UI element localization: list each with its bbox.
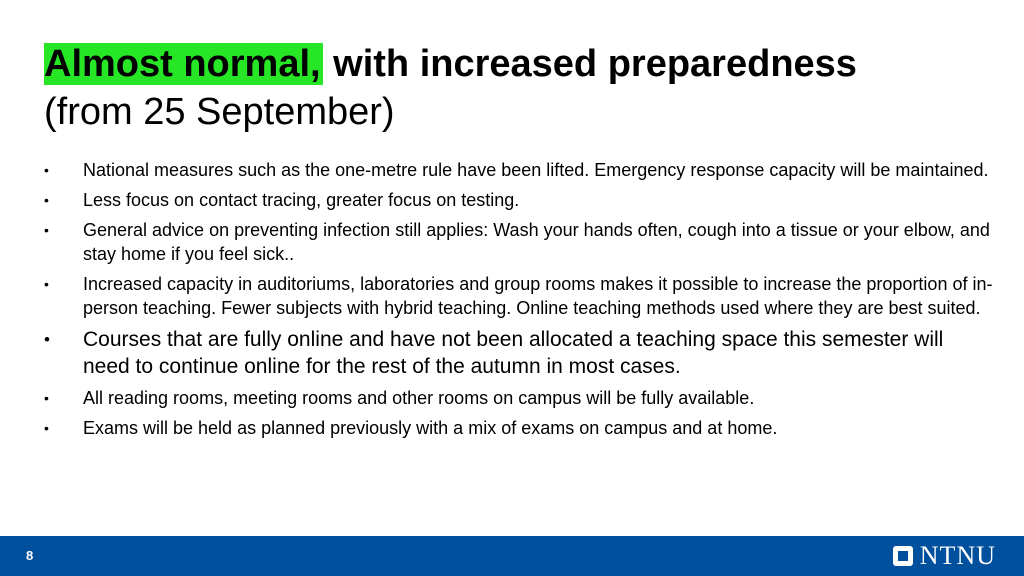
title-subtitle: (from 25 September) [44, 91, 395, 133]
bullet-marker: • [44, 222, 49, 238]
logo-text: NTNU [919, 541, 996, 570]
title-rest: with increased preparedness [322, 43, 857, 85]
slide-title [44, 40, 1004, 136]
bullet-item [44, 218, 994, 266]
ntnu-logo [892, 543, 996, 569]
bullet-text: Exams will be held as planned previously with a mix of exams on campus and at home. [83, 418, 778, 438]
bullet-text: Increased capacity in auditoriums, laboratories and group rooms makes it possible to increase the proportion of in-person teaching. Fewer subjects with hybrid teaching. Online teaching methods used where they are best suited. [83, 274, 993, 318]
title-highlight: Almost normal, [44, 43, 321, 85]
bullet-list [44, 158, 994, 446]
bullet-item [44, 386, 994, 410]
bullet-item [44, 416, 994, 440]
bullet-text: All reading rooms, meeting rooms and other rooms on campus will be fully available. [83, 388, 755, 408]
bullet-marker: • [44, 276, 49, 292]
bullet-text: Less focus on contact tracing, greater focus on testing. [83, 190, 520, 210]
bullet-marker: • [44, 330, 50, 349]
footer-bar [0, 536, 1024, 576]
ntnu-logo-icon [892, 545, 914, 567]
bullet-text: Courses that are fully online and have not been allocated a teaching space this semester will need to continue online for the rest of the autumn in most cases. [83, 328, 944, 378]
bullet-text: National measures such as the one-metre rule have been lifted. Emergency response capacity will be maintained. [83, 160, 989, 180]
bullet-marker: • [44, 162, 49, 178]
bullet-marker: • [44, 192, 49, 208]
title-line [44, 40, 1004, 88]
bullet-marker: • [44, 390, 49, 406]
bullet-text: General advice on preventing infection still applies: Wash your hands often, cough into a tissue or your elbow, and stay home if you feel sick.. [83, 220, 990, 264]
bullet-item [44, 158, 994, 182]
bullet-item [44, 272, 994, 320]
bullet-marker: • [44, 420, 49, 436]
bullet-item [44, 188, 994, 212]
bullet-item [44, 326, 994, 380]
page-number: 8 [26, 548, 34, 563]
